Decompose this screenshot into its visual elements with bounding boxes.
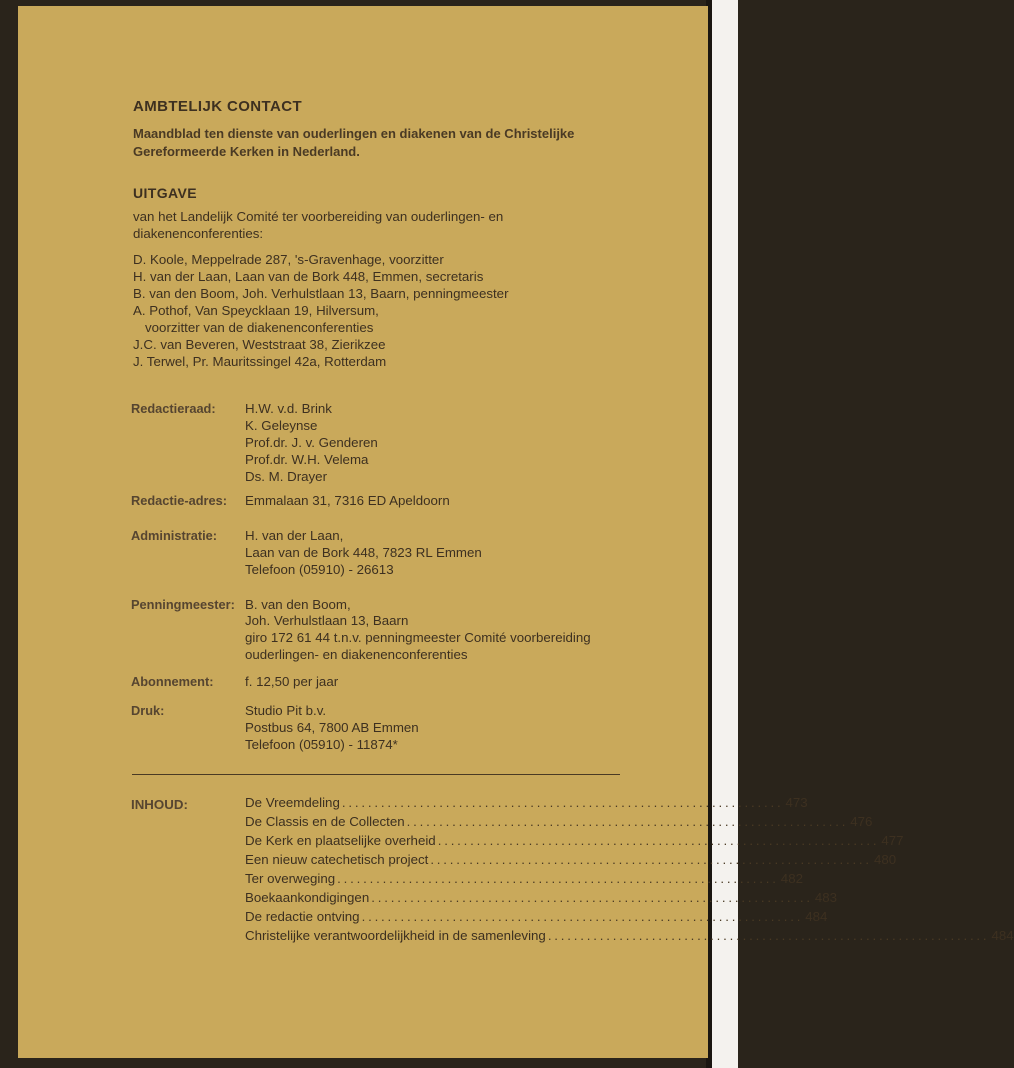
redactieraad-member: Prof.dr. W.H. Velema xyxy=(245,452,369,467)
toc-entry-page: 480 xyxy=(873,852,897,867)
member-line: J. Terwel, Pr. Mauritssingel 42a, Rotterdam xyxy=(133,354,387,369)
penningmeester-line: Joh. Verhulstlaan 13, Baarn xyxy=(245,613,409,628)
uitgave-intro: van het Landelijk Comité ter voorbereiding van ouderlingen- en diakenenconferenties: xyxy=(133,209,504,241)
toc-leader-dots: .................................................................... xyxy=(547,928,990,943)
abonnement-label: Abonnement: xyxy=(131,674,214,689)
toc-entry[interactable] xyxy=(245,795,808,813)
toc-entry-title: De Vreemdeling xyxy=(245,795,340,810)
member-line: A. Pothof, Van Speycklaan 19, Hilversum, xyxy=(133,303,379,318)
member-line: voorzitter van de diakenenconferenties xyxy=(145,320,374,335)
toc-leader-dots: .................................................................... xyxy=(361,909,804,924)
druk-label: Druk: xyxy=(131,703,165,718)
toc-entry-title: Christelijke verantwoordelijkheid in de samenleving xyxy=(245,928,546,943)
subtitle: Maandblad ten dienste van ouderlingen en diakenen van de Christelijke Gereformeerde Kerken in Nederland. xyxy=(133,126,575,159)
toc-entry[interactable] xyxy=(245,871,803,889)
member-line: B. van den Boom, Joh. Verhulstlaan 13, Baarn, penningmeester xyxy=(133,286,509,301)
penningmeester-line: B. van den Boom, xyxy=(245,597,351,612)
toc-entry-title: De Classis en de Collecten xyxy=(245,814,405,829)
member-line: J.C. van Beveren, Weststraat 38, Zierikzee xyxy=(133,337,386,352)
penningmeester-line: ouderlingen- en diakenenconferenties xyxy=(245,647,468,662)
toc-entry-title: Ter overweging xyxy=(245,871,336,886)
toc-entry-title: De redactie ontving xyxy=(245,909,360,924)
redactieraad-member: H.W. v.d. Brink xyxy=(245,401,332,416)
toc-entry-page: 484 xyxy=(805,909,828,924)
druk-line: Telefoon (05910) - 11874* xyxy=(245,737,398,752)
redactie-adres-label: Redactie-adres: xyxy=(131,493,228,508)
toc-entry-title: Een nieuw catechetisch project xyxy=(245,852,429,867)
inhoud-label: INHOUD: xyxy=(131,797,188,812)
toc-entry-page: 473 xyxy=(785,795,808,810)
toc-leader-dots: .................................................................... xyxy=(437,833,880,848)
toc-entry[interactable] xyxy=(245,814,873,832)
toc-entry-title: Boekaankondigingen xyxy=(245,890,370,905)
toc-leader-dots: .................................................................... xyxy=(337,871,779,886)
redactieraad-member: Ds. M. Drayer xyxy=(245,469,328,484)
administratie-label: Administratie: xyxy=(131,528,218,543)
toc-entry-page: 476 xyxy=(850,814,873,829)
redactieraad-member: Prof.dr. J. v. Genderen xyxy=(245,435,378,450)
penningmeester-line: giro 172 61 44 t.n.v. penningmeester Comité voorbereiding xyxy=(245,630,591,645)
toc-leader-dots: .................................................................... xyxy=(341,795,784,810)
member-line: H. van der Laan, Laan van de Bork 448, Emmen, secretaris xyxy=(133,269,484,284)
toc-entry-page: 483 xyxy=(814,890,838,905)
redactie-adres-value: Emmalaan 31, 7316 ED Apeldoorn xyxy=(245,493,450,508)
toc-leader-dots: .................................................................... xyxy=(406,814,849,829)
toc-entry[interactable] xyxy=(245,928,1014,946)
divider xyxy=(132,774,620,775)
toc-entry-title: De Kerk en plaatselijke overheid xyxy=(245,833,436,848)
toc-entry[interactable] xyxy=(245,890,838,908)
toc-entry-page: 484 xyxy=(991,928,1014,943)
redactieraad-label: Redactieraad: xyxy=(131,401,216,416)
scan-margin xyxy=(712,0,738,1068)
toc-entry-page: 482 xyxy=(780,871,803,886)
toc-entry[interactable] xyxy=(245,833,904,851)
penningmeester-label: Penningmeester: xyxy=(131,597,235,612)
abonnement-value: f. 12,50 per jaar xyxy=(245,674,339,689)
redactieraad-member: K. Geleynse xyxy=(245,418,318,433)
toc-leader-dots: .................................................................... xyxy=(430,852,872,867)
document-page xyxy=(18,6,1014,1058)
toc-entry[interactable] xyxy=(245,852,897,870)
administratie-line: H. van der Laan, xyxy=(245,528,344,543)
page-title: AMBTELIJK CONTACT xyxy=(133,98,303,115)
toc-leader-dots: .................................................................... xyxy=(371,890,813,905)
uitgave-heading: UITGAVE xyxy=(133,185,197,201)
toc-entry[interactable] xyxy=(245,909,828,927)
administratie-line: Laan van de Bork 448, 7823 RL Emmen xyxy=(245,545,482,560)
toc-entry-page: 477 xyxy=(881,833,904,848)
administratie-line: Telefoon (05910) - 26613 xyxy=(245,562,394,577)
druk-line: Studio Pit b.v. xyxy=(245,703,327,718)
druk-line: Postbus 64, 7800 AB Emmen xyxy=(245,720,419,735)
member-line: D. Koole, Meppelrade 287, 's-Gravenhage, voorzitter xyxy=(133,252,444,267)
